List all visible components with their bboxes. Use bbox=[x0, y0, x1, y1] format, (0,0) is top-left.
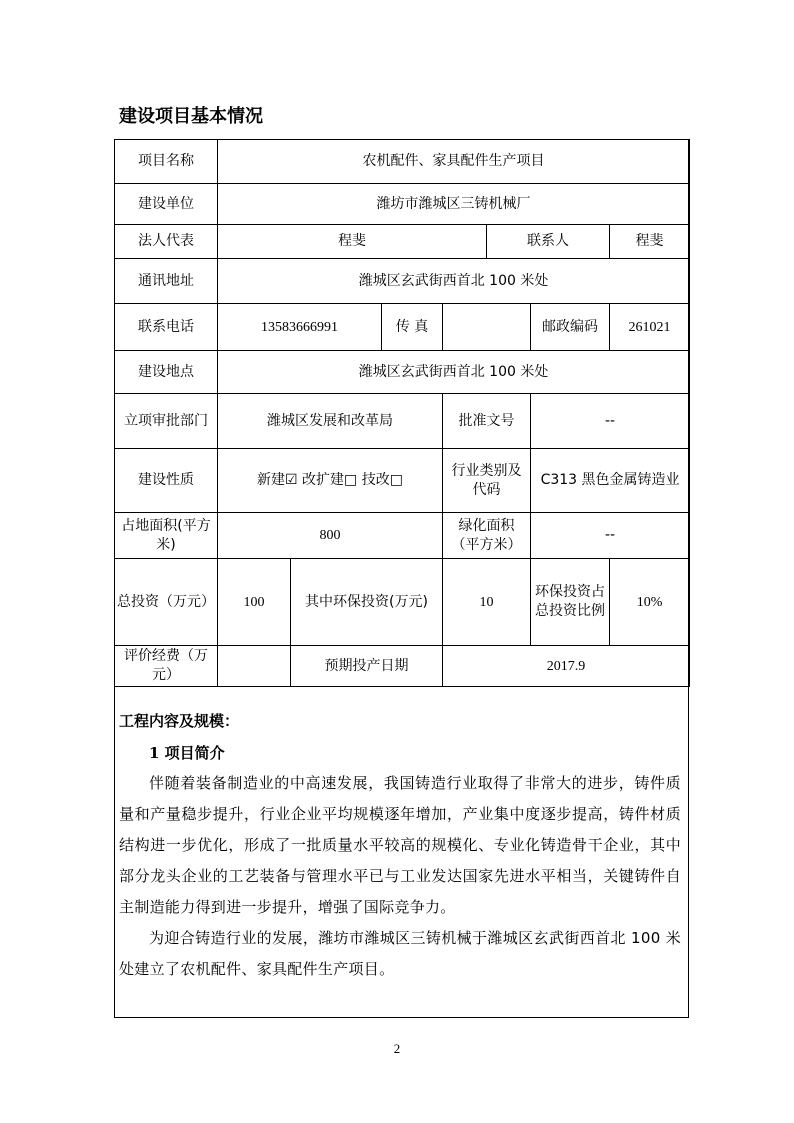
eval-fee-label: 评价经费（万元） bbox=[115, 646, 218, 687]
row-address bbox=[115, 259, 690, 304]
fax-value bbox=[443, 304, 531, 351]
postcode-value: 261021 bbox=[610, 304, 690, 351]
legal-rep-value: 程斐 bbox=[218, 225, 487, 259]
address-value: 潍城区玄武街西首北 100 米处 bbox=[218, 259, 690, 304]
site-label: 建设地点 bbox=[115, 351, 218, 394]
row-legal-rep bbox=[115, 225, 690, 259]
fax-label: 传 真 bbox=[382, 304, 443, 351]
row-eval-fee bbox=[115, 646, 690, 687]
row-investment bbox=[115, 559, 690, 646]
total-invest-label: 总投资（万元） bbox=[115, 559, 218, 646]
area-value: 800 bbox=[218, 513, 443, 559]
approval-dept-value: 潍城区发展和改革局 bbox=[218, 394, 443, 449]
row-builder bbox=[115, 184, 690, 225]
row-nature bbox=[115, 449, 690, 513]
row-area bbox=[115, 513, 690, 559]
row-approval bbox=[115, 394, 690, 449]
legal-rep-label: 法人代表 bbox=[115, 225, 218, 259]
address-label: 通讯地址 bbox=[115, 259, 218, 304]
env-invest-value: 10 bbox=[443, 559, 531, 646]
industry-label: 行业类别及代码 bbox=[443, 449, 531, 513]
total-invest-value: 100 bbox=[218, 559, 291, 646]
approval-dept-label: 立项审批部门 bbox=[115, 394, 218, 449]
eval-fee-value bbox=[218, 646, 291, 687]
approval-no-value: -- bbox=[531, 394, 690, 449]
section-heading: 工程内容及规模： bbox=[119, 712, 240, 730]
green-area-label: 绿化面积（平方米） bbox=[443, 513, 531, 559]
area-label: 占地面积(平方米) bbox=[115, 513, 218, 559]
row-project-name bbox=[115, 140, 690, 184]
postcode-label: 邮政编码 bbox=[531, 304, 610, 351]
row-site bbox=[115, 351, 690, 394]
project-info-table bbox=[114, 139, 690, 687]
builder-value: 潍坊市潍城区三铸机械厂 bbox=[218, 184, 690, 225]
green-area-value: -- bbox=[531, 513, 690, 559]
sub-heading: 1 项目简介 bbox=[149, 744, 225, 762]
project-name-value: 农机配件、家具配件生产项目 bbox=[218, 140, 690, 184]
phone-label: 联系电话 bbox=[115, 304, 218, 351]
env-ratio-value: 10% bbox=[610, 559, 690, 646]
page-number: 2 bbox=[393, 1041, 401, 1056]
paragraph-intro: 伴随着装备制造业的中高速发展，我国铸造行业取得了非常大的进步，铸件质量和产量稳步提升，行业企业平均规模逐年增加，产业集中度逐步提高，铸件材质结构进一步优化，形成了一批质量水平较高的规模化、专业化铸造骨干企业，其中部分龙头企业的工艺装备与管理水平已与工业发达国家先进水平相当，关键铸件自主制造能力得到进一步提升，增强了国际竞争力。 bbox=[119, 774, 681, 916]
phone-value: 13583666991 bbox=[218, 304, 382, 351]
contact-label: 联系人 bbox=[487, 225, 610, 259]
approval-no-label: 批准文号 bbox=[443, 394, 531, 449]
env-invest-label: 其中环保投资(万元) bbox=[291, 559, 443, 646]
site-value: 潍城区玄武街西首北 100 米处 bbox=[218, 351, 690, 394]
paragraph-project: 为迎合铸造行业的发展，潍坊市潍城区三铸机械于潍城区玄武街西首北 100 米处建立了农机配件、家具配件生产项目。 bbox=[119, 929, 681, 978]
page-title: 建设项目基本情况 bbox=[119, 106, 263, 127]
contact-value: 程斐 bbox=[610, 225, 690, 259]
nature-value: 新建☑ 改扩建□ 技改□ bbox=[218, 449, 443, 513]
prod-date-value: 2017.9 bbox=[443, 646, 690, 687]
builder-label: 建设单位 bbox=[115, 184, 218, 225]
project-name-label: 项目名称 bbox=[115, 140, 218, 184]
industry-value: C313 黑色金属铸造业 bbox=[531, 449, 690, 513]
prod-date-label: 预期投产日期 bbox=[291, 646, 443, 687]
nature-label: 建设性质 bbox=[115, 449, 218, 513]
env-ratio-label: 环保投资占总投资比例 bbox=[531, 559, 610, 646]
project-content bbox=[119, 710, 681, 985]
row-phone bbox=[115, 304, 690, 351]
